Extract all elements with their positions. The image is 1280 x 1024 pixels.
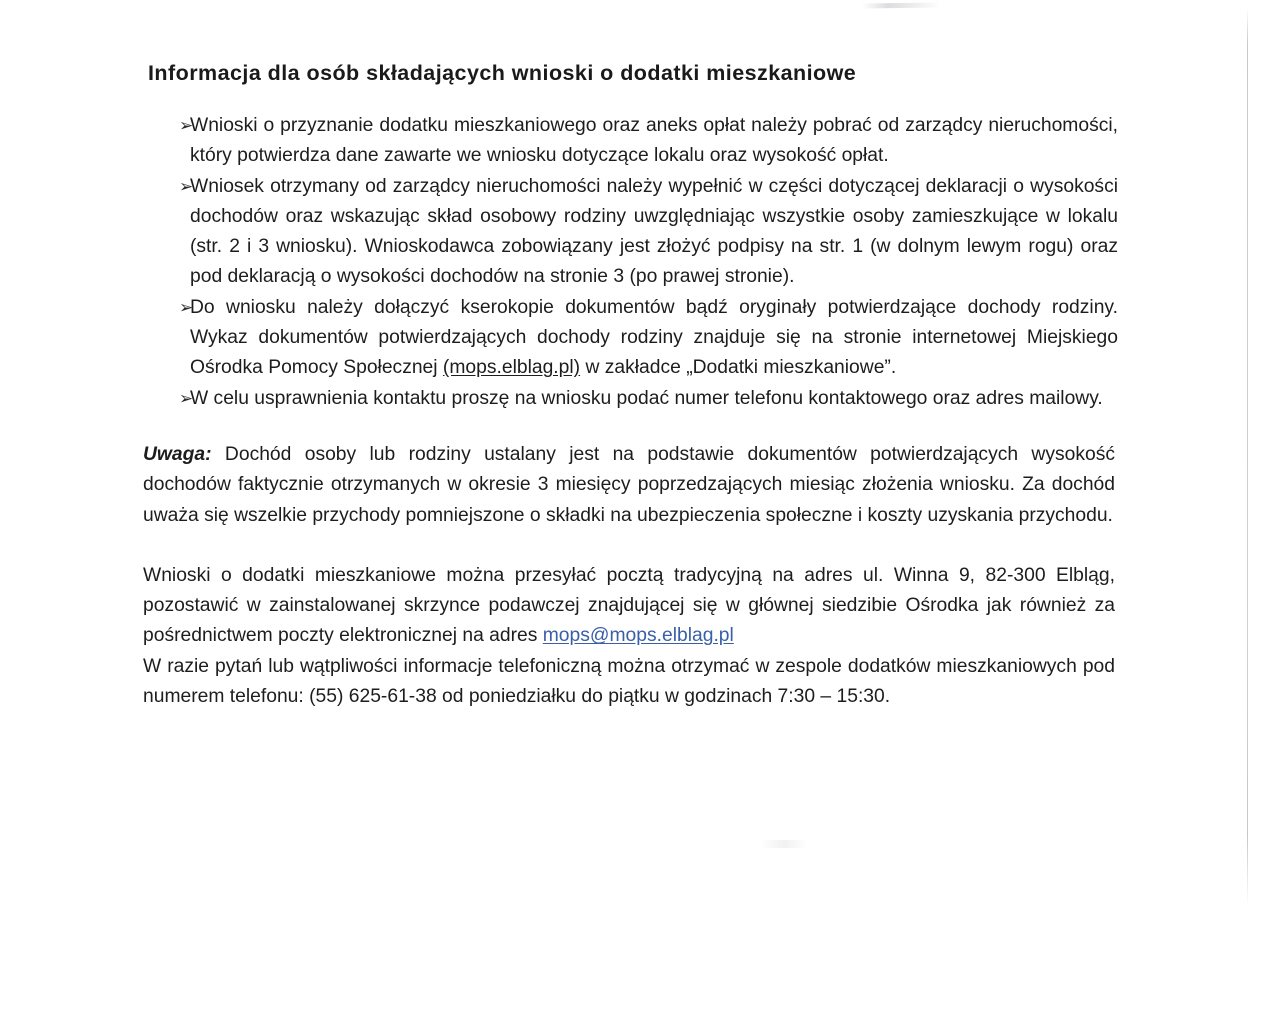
arrow-bullet-icon: ➢: [179, 116, 194, 135]
phone-paragraph: W razie pytań lub wątpliwości informacje telefoniczną można otrzymać w zespole dodatków mieszkaniowych pod numerem telefonu: (55) 625-61-38 od poniedziałku do piątku w godzinach 7:30 – 15:30.: [143, 655, 1115, 708]
list-item: [143, 293, 1118, 384]
email-link[interactable]: mops@mops.elblag.pl: [542, 625, 734, 647]
scan-edge-line-artifact: [1247, 8, 1248, 906]
scan-smudge-top-artifact: [862, 2, 940, 8]
bullet-3-text-after-link: w zakładce „Dodatki mieszkaniowe”.: [580, 357, 897, 379]
arrow-bullet-icon: ➢: [179, 176, 194, 196]
address-text: Wnioski o dodatki mieszkaniowe można przesyłać pocztą tradycyjną na adres ul. Winna 9, 82-300 Elbląg, pozostawić w zainstalowanej skrzynce podawczej znajdującej się w głównej siedzibie Ośrodka jak również za pośrednictwem poczty elektronicznej na adres: [143, 564, 1115, 647]
document-content: [143, 58, 1118, 712]
bullet-3-text-before-link: Do wniosku należy dołączyć kserokopie dokumentów bądź oryginały potwierdzające dochody rodziny. Wykaz dokumentów potwierdzających dochody rodziny znajduje się na stronie internetowej Miejskiego Ośrodka Pomocy Społecznej: [190, 296, 1118, 379]
address-paragraph: [143, 561, 1115, 652]
uwaga-paragraph: [143, 440, 1115, 531]
list-item: [143, 111, 1118, 172]
scan-smudge-bottom-artifact: [760, 840, 808, 848]
website-link[interactable]: (mops.elblag.pl): [442, 357, 581, 379]
bullet-text-4: W celu usprawnienia kontaktu proszę na wniosku podać numer telefonu kontaktowego oraz adres mailowy.: [190, 387, 1103, 409]
bullet-text-1: Wnioski o przyznanie dodatku mieszkaniowego oraz aneks opłat należy pobrać od zarządcy nieruchomości, który potwierdza dane zawarte we wniosku dotyczące lokalu oraz wysokość opłat.: [190, 115, 1118, 167]
uwaga-label: Uwaga:: [143, 443, 212, 465]
list-item: [143, 172, 1118, 293]
information-bullet-list: [143, 111, 1118, 414]
page-title: Informacja dla osób składających wnioski o dodatki mieszkaniowe: [148, 61, 857, 85]
arrow-bullet-icon: ➢: [179, 297, 194, 317]
list-item: [143, 384, 1118, 414]
bullet-text-3: [190, 293, 1118, 384]
uwaga-text: Dochód osoby lub rodziny ustalany jest na podstawie dokumentów potwierdzających wysokość dochodów faktycznie otrzymanych w okresie 3 miesięcy poprzedzających miesiąc złożenia wniosku. Za dochód uważa się wszelkie przychody pomniejszone o składki na ubezpieczenia społeczne i koszty uzyskania przychodu.: [143, 443, 1115, 526]
arrow-bullet-icon: ➢: [179, 388, 194, 408]
bullet-text-2: Wniosek otrzymany od zarządcy nieruchomości należy wypełnić w części dotyczącej deklaracji o wysokości dochodów oraz wskazując skład osobowy rodziny uwzględniając wszystkie osoby zamieszkujące w lokalu (str. 2 i 3 wniosku). Wnioskodawca zobowiązany jest złożyć podpisy na str. 1 (w dolnym lewym rogu) oraz pod deklaracją o wysokości dochodów na stronie 3 (po prawej stronie).: [190, 175, 1118, 288]
